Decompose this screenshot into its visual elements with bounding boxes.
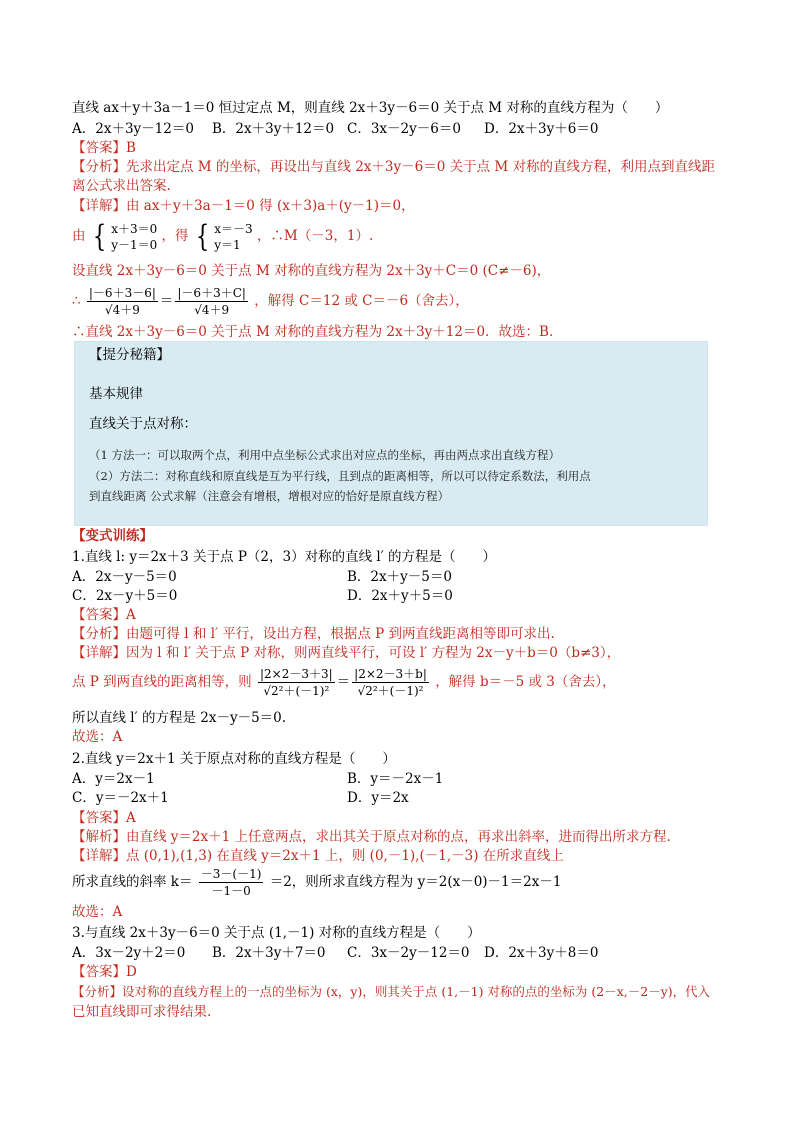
tips-method2-line1: （2）方法二：对称直线和原直线是互为平行线，且到点的距离相等，所以可以待定系数法，利用点: [89, 469, 591, 483]
q0-detail-text1: 由 ax＋y＋3a－1＝0 得 (x＋3)a＋(y－1)＝0，: [126, 198, 415, 214]
q0-stem: 直线 ax＋y＋3a－1＝0 恒过定点 M，则直线 2x＋3y－6＝0 关于点 M 对称的直线方程为（ ）: [72, 100, 669, 116]
q3-option-b: B．2x＋3y＋7＝0: [212, 945, 326, 961]
q1-answer: A: [126, 607, 136, 623]
q0-option-b: B．2x＋3y＋12＝0: [212, 121, 335, 137]
system-brace-1: {: [92, 218, 107, 254]
q3-analysis-text1: 设对称的直线方程上的一点的坐标为 (x，y)，则其关于点 (1,－1) 对称的点的坐标为 (2－x,－2－y)，代入: [122, 984, 711, 999]
q2-detail-line2: [72, 864, 561, 900]
system1-eq2: y－1＝0: [111, 237, 158, 252]
q0-fraction-2: [175, 285, 248, 318]
equation-system-2: [214, 221, 252, 253]
q2-answer: A: [126, 810, 136, 826]
q0-frac1-denominator: √4＋9: [104, 303, 140, 317]
q1-choice: 故选：A: [72, 729, 123, 745]
equation-system-1: [111, 221, 157, 253]
q2-detail-text1: 点 (0,1),(1,3) 在直线 y＝2x＋1 上，则 (0,－1),(－1,－3) 在所求直线上: [126, 848, 564, 864]
q3-analysis-line2: 已知直线即可求得结果.: [72, 1004, 212, 1020]
q0-detail-text4a: ∴: [72, 293, 81, 309]
q3-option-c: C．3x－2y－12＝0: [347, 945, 470, 961]
q0-option-a: A．2x＋3y－12＝0: [72, 121, 194, 137]
q3-option-d: D．2x＋3y＋8＝0: [484, 945, 599, 961]
tips-title: 【提分秘籍】: [89, 347, 170, 363]
q2-frac-denominator: －1－0: [211, 884, 251, 898]
q1-detail-text2a: 点 P 到两直线的距离相等，则: [72, 674, 252, 690]
q1-detail-line2: 点 P 到两直线的距离相等，则 $\frac{|2\times 2-3+3|}{\text{√2²＋(－1)²}}$ ＝ $\frac{|2\times 2-3+b|}{\text{√2²＋(－1)²}}$ ，解得 b＝－5 或 3（舍去），: [72, 667, 616, 698]
q0-analysis-text1: 先求出定点 M 的坐标，再设出与直线 2x＋3y－6＝0 关于点 M 对称的直线方程，利用点到直线距: [126, 159, 715, 175]
q2-answer-line: [72, 809, 136, 827]
q1-detail-text2b: ，解得 b＝－5 或 3（舍去），: [435, 674, 616, 690]
system1-eq1: x＋3＝0: [111, 221, 158, 236]
q0-answer: B: [126, 140, 136, 156]
q2-option-b: B．y＝－2x－1: [347, 771, 444, 787]
q2-analysis-text: 由直线 y＝2x＋1 上任意两点，求出其关于原点对称的点，再求出斜率，进而得出所求方程.: [126, 829, 671, 845]
q0-detail-line1: [72, 197, 415, 215]
q0-answer-label: 【答案】: [72, 140, 126, 156]
q3-answer-label: 【答案】: [72, 964, 126, 980]
q3-option-a: A．3x－2y＋2＝0: [72, 945, 186, 961]
q0-detail-line4: ∴ $\frac{|-6+3-6|}{√4+9}$ ＝ $\frac{|-6+3+C|}{√4+9}$ ，解得 C＝12 或 C＝－6（舍去），: [72, 286, 469, 317]
q1-answer-label: 【答案】: [72, 607, 126, 623]
q2-detail-label: 【详解】: [72, 848, 126, 864]
q2-stem: 2.直线 y＝2x＋1 关于原点对称的直线方程是（ ）: [72, 751, 396, 767]
q1-option-d: D．2x＋y＋5＝0: [347, 588, 453, 604]
tips-heading: 直线关于点对称：: [89, 416, 197, 432]
q2-option-a: A．y＝2x－1: [72, 771, 155, 787]
q1-stem: 1.直线 l: y＝2x＋3 关于点 P（2，3）对称的直线 l′ 的方程是（ ）: [72, 549, 497, 565]
q0-detail-label: 【详解】: [72, 198, 126, 214]
q0-detail-line5: ∴直线 2x＋3y－6＝0 关于点 M 对称的直线方程为 2x＋3y＋12＝0．故选：B．: [72, 324, 563, 340]
q0-analysis-label: 【分析】: [72, 159, 126, 175]
q0-fraction-1: [87, 285, 158, 318]
system2-eq1: x＝－3: [214, 221, 253, 236]
q0-answer-line: [72, 139, 136, 157]
variant-title: 【变式训练】: [72, 528, 153, 544]
q1-detail-text1: 因为 l 和 l′ 关于点 P 对称，则两直线平行，可设 l′ 方程为 2x－y＋b＝0（b≠3），: [126, 645, 621, 661]
q0-frac1-numerator: |－6＋3－6|: [88, 286, 156, 300]
tips-method1: （1 方法一：可以取两个点，利用中点坐标公式求出对应点的坐标，再由两点求出直线方程）: [89, 448, 560, 462]
q0-detail-text2b: ，得: [161, 228, 189, 244]
q1-option-a: A．2x－y－5＝0: [72, 569, 177, 585]
q0-detail-text2a: 由: [72, 228, 86, 244]
q1-frac1-numerator: |2×2－3＋3|: [259, 667, 333, 681]
q2-fraction: [199, 866, 264, 899]
q1-frac2-numerator: |2×2－3＋b|: [354, 667, 427, 681]
q1-frac2-denominator: √2²＋(－1)²: [357, 684, 424, 698]
q3-answer: D: [126, 964, 137, 980]
q0-detail-text2c: ，∴M（－3，1）.: [256, 228, 374, 244]
q2-choice: 故选：A: [72, 904, 123, 920]
q1-answer-line: [72, 606, 136, 624]
q2-answer-label: 【答案】: [72, 810, 126, 826]
q1-detail-line3: 所以直线 l′ 的方程是 2x－y－5＝0.: [72, 710, 287, 726]
tips-method2-line2: 到直线距离 公式求解（注意会有增根，增根对应的恰好是原直线方程）: [89, 489, 450, 503]
q0-detail-line2: [72, 218, 373, 254]
q0-option-c: C．3x－2y－6＝0: [347, 121, 461, 137]
q0-detail-text4b: ，解得 C＝12 或 C＝－6（舍去），: [254, 293, 469, 309]
q2-detail-text2b: ＝2，则所求直线方程为 y＝2(x－0)－1＝2x－1: [269, 874, 562, 890]
q3-analysis-label: 【分析】: [72, 984, 123, 999]
q2-detail-line1: [72, 847, 564, 865]
q1-option-c: C．2x－y＋5＝0: [72, 588, 178, 604]
q2-analysis-line: [72, 828, 671, 846]
q3-stem: 3.与直线 2x＋3y－6＝0 关于点 (1,－1) 对称的直线方程是（ ）: [72, 925, 481, 941]
q1-option-b: B．2x＋y－5＝0: [347, 569, 452, 585]
system2-eq2: y＝1: [214, 237, 241, 252]
q2-detail-text2a: 所求直线的斜率 k＝: [72, 874, 193, 890]
q1-fraction-1: [258, 666, 335, 699]
q0-frac2-denominator: √4＋9: [194, 303, 230, 317]
tips-subtitle: 基本规律: [89, 386, 143, 402]
q2-option-d: D．y＝2x: [347, 790, 409, 806]
q3-analysis-line1: [72, 983, 710, 1001]
q1-detail-line1: [72, 644, 620, 662]
q3-answer-line: [72, 963, 137, 981]
q0-frac2-numerator: |－6＋3＋C|: [177, 286, 246, 300]
system-brace-2: {: [195, 218, 210, 254]
q2-option-c: C．y＝－2x＋1: [72, 790, 169, 806]
q1-analysis-label: 【分析】: [72, 626, 126, 642]
tips-box: [74, 341, 708, 526]
q1-analysis-text: 由题可得 l 和 l′ 平行，设出方程，根据点 P 到两直线距离相等即可求出.: [126, 626, 555, 642]
q1-analysis-line: [72, 625, 555, 643]
q2-frac-numerator: －3－(－1): [200, 867, 262, 881]
q1-frac1-denominator: √2²＋(－1)²: [263, 684, 330, 698]
q0-detail-line3: 设直线 2x＋3y－6＝0 关于点 M 对称的直线方程为 2x＋3y＋C＝0 (C≠－6)，: [72, 263, 551, 279]
q1-detail-label: 【详解】: [72, 645, 126, 661]
q0-analysis-line1: [72, 158, 715, 176]
q2-analysis-label: 【解析】: [72, 829, 126, 845]
q1-fraction-2: [352, 666, 429, 699]
q0-analysis-line2: 离公式求出答案.: [72, 178, 171, 194]
q0-option-d: D．2x＋3y＋6＝0: [484, 121, 599, 137]
